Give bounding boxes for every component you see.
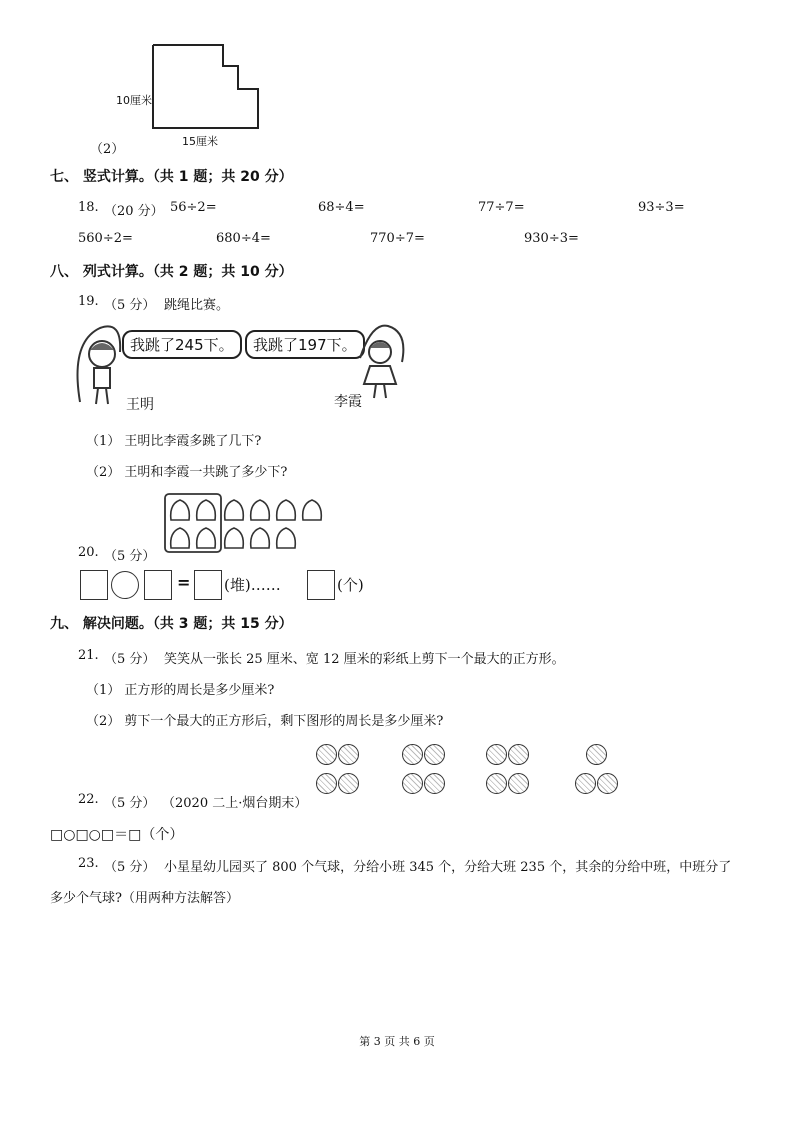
q22-score: （5 分） <box>104 796 156 811</box>
answer-box-3[interactable] <box>194 570 222 600</box>
section-8-title: 八、 列式计算。（共 2 题；共 10 分） <box>50 264 293 280</box>
q21-text: 笑笑从一张长 25 厘米、宽 12 厘米的彩纸上剪下一个最大的正方形。 <box>164 652 565 667</box>
answer-box-1[interactable] <box>80 570 108 600</box>
q19-sub1: （1） 王明比李霞多跳了几下? <box>86 434 262 449</box>
q18-expr-8: 930÷3= <box>524 231 579 246</box>
q18-expr-4: 93÷3= <box>638 200 685 215</box>
q18-expr-1: 56÷2= <box>170 200 217 215</box>
q19-text: 跳绳比赛。 <box>164 298 230 313</box>
q18-score: （20 分） <box>104 204 164 219</box>
q23-line1: 小星星幼儿园买了 800 个气球，分给小班 345 个，分给大班 235 个，其余的分给中班，中班分了 <box>164 860 732 875</box>
name-wangming: 王明 <box>126 397 154 413</box>
equals-sign: = <box>177 573 191 592</box>
figure-left-label: 10厘米 <box>116 94 152 107</box>
q22-source: （2020 二上·烟台期末） <box>162 796 308 811</box>
q18-expr-2: 68÷4= <box>318 200 365 215</box>
q23-number: 23. <box>78 856 99 871</box>
peach-grouping-figure <box>163 492 338 554</box>
q21-score: （5 分） <box>104 652 156 667</box>
q19-sub2: （2） 王明和李霞一共跳了多少下? <box>86 465 288 480</box>
q19-number: 19. <box>78 294 99 309</box>
girl-jumping-rope-icon <box>352 322 412 402</box>
figure-bottom-label: 15厘米 <box>182 135 218 148</box>
answer-box-2[interactable] <box>144 570 172 600</box>
q20-score: （5 分） <box>104 549 156 564</box>
q22-formula: □○□○□＝□（个） <box>50 827 184 843</box>
unit-ge: (个) <box>337 576 364 594</box>
bubble-left: 我跳了245下。 <box>122 330 242 359</box>
q18-expr-7: 770÷7= <box>370 231 425 246</box>
q23-score: （5 分） <box>104 860 156 875</box>
name-lixia: 李霞 <box>334 394 362 410</box>
q21-sub1: （1） 正方形的周长是多少厘米? <box>86 683 275 698</box>
page-number: 第 3 页 共 6 页 <box>359 1035 435 1048</box>
q23-line2: 多少个气球?（用两种方法解答） <box>50 891 239 906</box>
boy-jumping-rope-icon <box>70 322 130 414</box>
q22-number: 22. <box>78 792 99 807</box>
bubble-right: 我跳了197下。 <box>245 330 365 359</box>
q18-expr-3: 77÷7= <box>478 200 525 215</box>
operator-circle[interactable] <box>111 571 139 599</box>
answer-box-4[interactable] <box>307 570 335 600</box>
section-9-title: 九、 解决问题。（共 3 题；共 15 分） <box>50 616 293 632</box>
q20-number: 20. <box>78 545 99 560</box>
q18-expr-6: 680÷4= <box>216 231 271 246</box>
q19-score: （5 分） <box>104 298 156 313</box>
q21-sub2: （2） 剪下一个最大的正方形后，剩下图形的周长是多少厘米? <box>86 714 444 729</box>
unit-dui: (堆)…… <box>224 576 281 594</box>
stepped-rectangle-figure <box>150 42 262 132</box>
q18-number: 18. <box>78 200 99 215</box>
q18-expr-5: 560÷2= <box>78 231 133 246</box>
figure-sub-label: （2） <box>90 142 125 157</box>
q21-number: 21. <box>78 648 99 663</box>
section-7-title: 七、 竖式计算。（共 1 题；共 20 分） <box>50 169 293 185</box>
